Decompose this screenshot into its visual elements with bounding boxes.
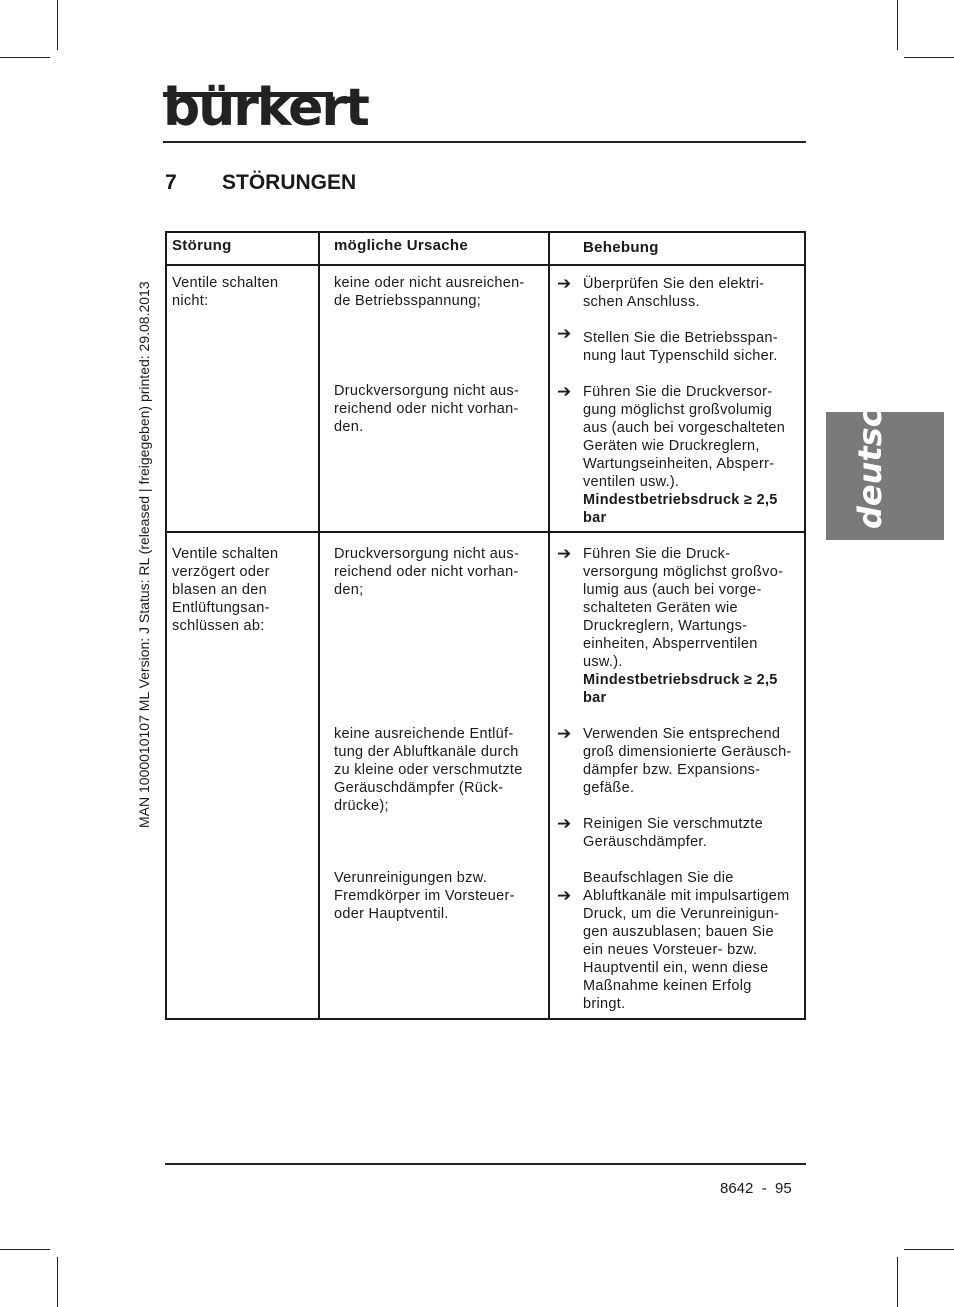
document-meta: MAN 1000010107 ML Version: J Status: RL (released | freigegeben) printed: 29.08.2013 (136, 281, 152, 828)
header-behebung: Behebung (583, 239, 659, 256)
row1-fix2-line: nung laut Typenschild sicher. (583, 348, 778, 364)
row-divider (167, 264, 804, 266)
header-ursache: mögliche Ursache (334, 237, 469, 254)
crop-mark (897, 1257, 898, 1307)
row1-fix1-line: schen Anschluss. (583, 294, 700, 310)
row2-fix2-line: groß dimensionierte Geräusch- (583, 744, 792, 760)
row2-fix4-line: Hauptventil ein, wenn diese (583, 960, 769, 976)
row1-fix1-line: Überprüfen Sie den elektri- (583, 276, 765, 292)
row1-fix3-min-pressure: Mindestbetriebsdruck ≥ 2,5 (583, 492, 778, 508)
row2-fix3-line: Geräuschdämpfer. (583, 834, 708, 850)
language-tab (826, 385, 944, 540)
row1-fix3-line: Führen Sie die Druckversor- (583, 384, 773, 400)
crop-mark (904, 57, 954, 58)
row2-fix2-line: dämpfer bzw. Expansions- (583, 762, 761, 778)
column-divider (318, 233, 320, 1018)
row1-fix3-line: ventilen usw.). (583, 474, 680, 490)
crop-mark (904, 1249, 954, 1250)
row2-fix1-line: lumig aus (auch bei vorge- (583, 582, 762, 598)
row2-fix1-min-pressure: Mindestbetriebsdruck ≥ 2,5 (583, 672, 778, 688)
header-stoerung: Störung (172, 237, 232, 254)
footer-rule (165, 1163, 806, 1165)
section-title: STÖRUNGEN (222, 171, 357, 194)
row2-fix4-line: Abluftkanäle mit impulsartigem (583, 888, 790, 904)
row2-fix1-line: Führen Sie die Druck- (583, 546, 731, 562)
crop-mark (57, 0, 58, 50)
row1-fix3-line: Wartungseinheiten, Absperr- (583, 456, 775, 472)
row1-cause1-line: de Betriebsspannung; (334, 293, 482, 309)
row2-fix4-line: Beaufschlagen Sie die (583, 870, 734, 886)
row1-fix2-line: Stellen Sie die Betriebsspan- (583, 330, 778, 346)
column-divider (548, 233, 550, 1018)
row2-cause3-line: Verunreinigungen bzw. (334, 870, 488, 886)
row2-cause3-line: Fremdkörper im Vorsteuer- (334, 888, 515, 904)
arrow-right-icon: ➔ (557, 724, 572, 743)
row2-fix4-line: gen auszublasen; bauen Sie (583, 924, 774, 940)
row2-cause2-line: zu kleine oder verschmutzte (334, 762, 523, 778)
row1-fix3-line: gung möglichst großvolumig (583, 402, 773, 418)
row2-cause1-line: den; (334, 582, 364, 598)
row2-fix2-line: gefäße. (583, 780, 635, 796)
troubleshooting-table (165, 231, 806, 1020)
arrow-right-icon: ➔ (557, 544, 572, 563)
section-number: 7 (165, 171, 177, 194)
brand-logo: bürkert (163, 78, 368, 138)
row2-cause3-line: oder Hauptventil. (334, 906, 449, 922)
language-tab-label: deutsch (851, 385, 889, 529)
crop-mark (57, 1257, 58, 1307)
header-rule (163, 141, 806, 143)
arrow-right-icon: ➔ (557, 886, 572, 905)
row2-fix1-line: Druckreglern, Wartungs- (583, 618, 748, 634)
row2-cause1-line: reichend oder nicht vorhan- (334, 564, 519, 580)
crop-mark (0, 1249, 50, 1250)
row2-cause2-line: keine ausreichende Entlüf- (334, 726, 514, 742)
row2-fix3-line: Reinigen Sie verschmutzte (583, 816, 763, 832)
row2-fix4-line: Maßnahme keinen Erfolg (583, 978, 752, 994)
row2-fix1-line: einheiten, Absperrventilen (583, 636, 758, 652)
crop-mark (0, 57, 50, 58)
crop-mark (897, 0, 898, 50)
row2-fix4-line: ein neues Vorsteuer- bzw. (583, 942, 758, 958)
row1-stoerung: Ventile schalten nicht: (172, 275, 279, 309)
row2-stoerung: Ventile schalten verzögert oder blasen an den Entlüftungsan-schlüssen ab: (172, 546, 279, 634)
row2-cause2-line: Geräuschdämpfer (Rück- (334, 780, 504, 796)
row2-fix4-line: bringt. (583, 996, 626, 1012)
arrow-right-icon: ➔ (557, 274, 572, 293)
page-number: 8642 - 95 (720, 1180, 792, 1197)
row1-cause2-line: reichend oder nicht vorhan- (334, 401, 519, 417)
row2-cause2-line: tung der Abluftkanäle durch (334, 744, 519, 760)
row2-fix1-line: usw.). (583, 654, 623, 670)
row-divider (167, 531, 804, 533)
row2-fix1-min-pressure: bar (583, 690, 607, 706)
row2-fix2-line: Verwenden Sie entsprechend (583, 726, 781, 742)
arrow-right-icon: ➔ (557, 814, 572, 833)
row2-fix4-line: Druck, um die Verunreinigun- (583, 906, 780, 922)
row2-fix1-line: versorgung möglichst großvo- (583, 564, 784, 580)
arrow-right-icon: ➔ (557, 324, 572, 343)
row1-cause1-line: keine oder nicht ausreichen- (334, 275, 525, 291)
row1-cause2-line: Druckversorgung nicht aus- (334, 383, 520, 399)
row2-fix1-line: schalteten Geräten wie (583, 600, 738, 616)
row1-fix3-line: aus (auch bei vorgeschalteten (583, 420, 786, 436)
row2-cause1-line: Druckversorgung nicht aus- (334, 546, 520, 562)
row1-fix3-min-pressure: bar (583, 510, 607, 526)
row1-cause2-line: den. (334, 419, 364, 435)
row1-fix3-line: Geräten wie Druckreglern, (583, 438, 760, 454)
row2-cause2-line: drücke); (334, 798, 389, 814)
section-heading (165, 170, 356, 196)
arrow-right-icon: ➔ (557, 382, 572, 401)
